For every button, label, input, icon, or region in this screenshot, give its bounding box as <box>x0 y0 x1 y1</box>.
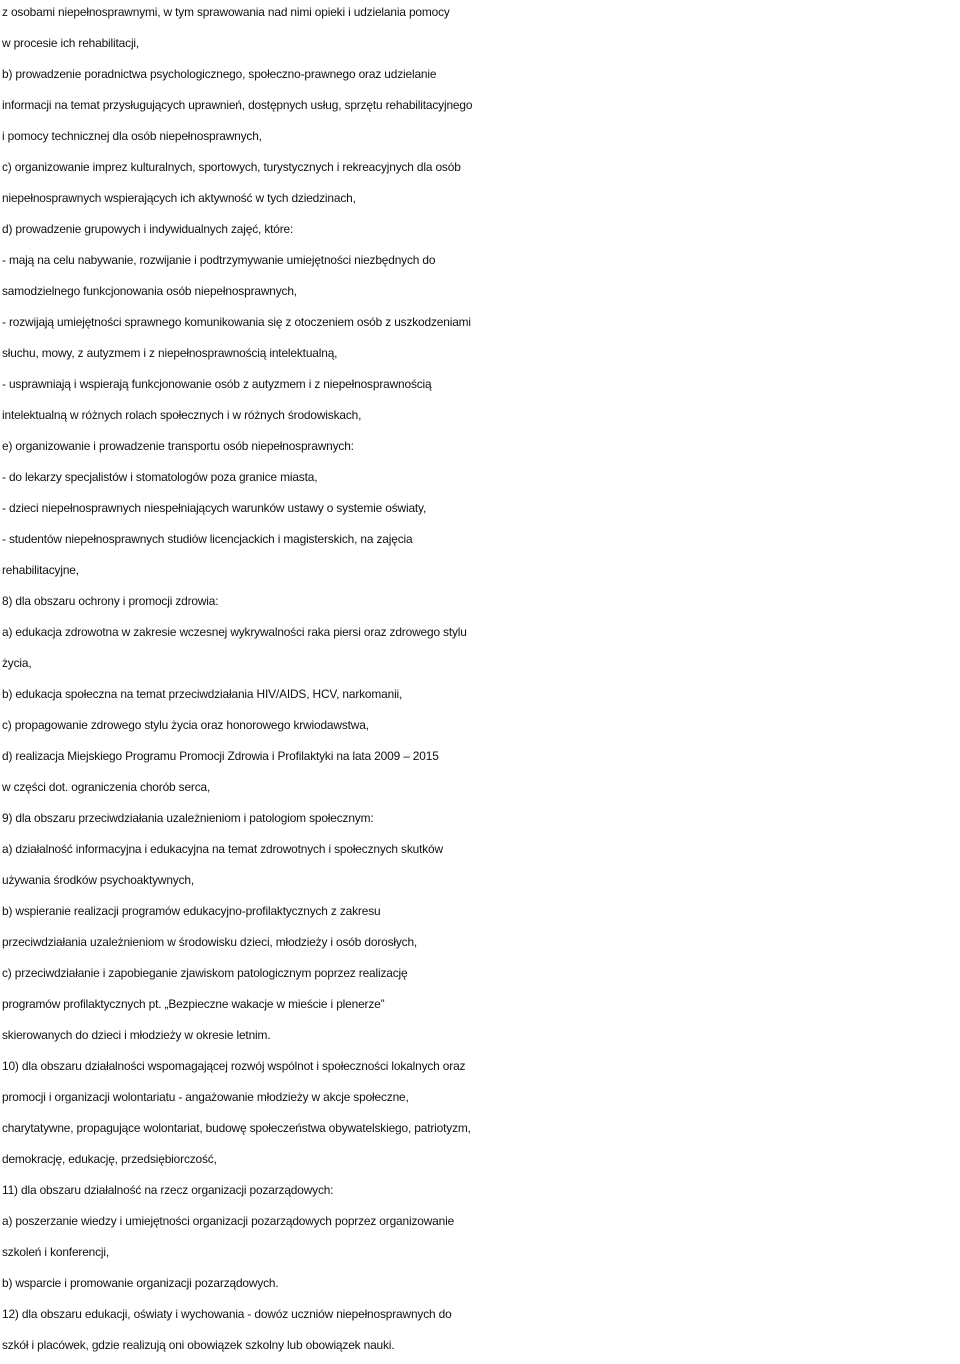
text-line: b) wsparcie i promowanie organizacji pozarządowych. <box>2 1276 279 1290</box>
text-line: w procesie ich rehabilitacji, <box>2 36 140 50</box>
text-line: demokrację, edukację, przedsiębiorczość, <box>2 1152 217 1166</box>
section-heading-12: 12) dla obszaru edukacji, oświaty i wychowania - dowóz uczniów niepełnosprawnych do <box>2 1307 452 1321</box>
text-line: charytatywne, propagujące wolontariat, budowę społeczeństwa obywatelskiego, patriotyzm, <box>2 1121 471 1135</box>
text-line: programów profilaktycznych pt. „Bezpieczne wakacje w mieście i plenerze” <box>2 997 385 1011</box>
text-line: a) działalność informacyjna i edukacyjna na temat zdrowotnych i społecznych skutków <box>2 842 443 856</box>
text-line: b) wspieranie realizacji programów edukacyjno-profilaktycznych z zakresu <box>2 904 381 918</box>
text-line: promocji i organizacji wolontariatu - angażowanie młodzieży w akcje społeczne, <box>2 1090 409 1104</box>
text-line: - do lekarzy specjalistów i stomatologów poza granice miasta, <box>2 470 318 484</box>
text-line: - usprawniają i wspierają funkcjonowanie osób z autyzmem i z niepełnosprawnością <box>2 377 432 391</box>
text-line: a) poszerzanie wiedzy i umiejętności organizacji pozarządowych poprzez organizowanie <box>2 1214 455 1228</box>
section-heading-9: 9) dla obszaru przeciwdziałania uzależnieniom i patologiom społecznym: <box>2 811 374 825</box>
text-line: c) organizowanie imprez kulturalnych, sportowych, turystycznych i rekreacyjnych dla osób <box>2 160 461 174</box>
text-line: - dzieci niepełnosprawnych niespełniających warunków ustawy o systemie oświaty, <box>2 501 427 515</box>
text-line: przeciwdziałania uzależnieniom w środowisku dzieci, młodzieży i osób dorosłych, <box>2 935 418 949</box>
text-line: niepełnosprawnych wspierających ich aktywność w tych dziedzinach, <box>2 191 356 205</box>
text-line: używania środków psychoaktywnych, <box>2 873 194 887</box>
text-line: b) prowadzenie poradnictwa psychologicznego, społeczno-prawnego oraz udzielanie <box>2 67 437 81</box>
text-line: szkół i placówek, gdzie realizują oni obowiązek szkolny lub obowiązek nauki. <box>2 1338 395 1352</box>
section-heading-10: 10) dla obszaru działalności wspomagającej rozwój wspólnot i społeczności lokalnych oraz <box>2 1059 466 1073</box>
text-line: i pomocy technicznej dla osób niepełnosprawnych, <box>2 129 262 143</box>
text-line: c) propagowanie zdrowego stylu życia oraz honorowego krwiodawstwa, <box>2 718 369 732</box>
text-line: słuchu, mowy, z autyzmem i z niepełnosprawnością intelektualną, <box>2 346 338 360</box>
text-line: rehabilitacyjne, <box>2 563 79 577</box>
text-line: intelektualną w różnych rolach społecznych i w różnych środowiskach, <box>2 408 362 422</box>
text-line: a) edukacja zdrowotna w zakresie wczesnej wykrywalności raka piersi oraz zdrowego stylu <box>2 625 467 639</box>
text-line: c) przeciwdziałanie i zapobieganie zjawiskom patologicznym poprzez realizację <box>2 966 408 980</box>
text-line: życia, <box>2 656 32 670</box>
text-line: d) realizacja Miejskiego Programu Promocji Zdrowia i Profilaktyki na lata 2009 – 2015 <box>2 749 439 763</box>
text-line: b) edukacja społeczna na temat przeciwdziałania HIV/AIDS, HCV, narkomanii, <box>2 687 403 701</box>
text-line: - studentów niepełnosprawnych studiów licencjackich i magisterskich, na zajęcia <box>2 532 413 546</box>
section-heading-11: 11) dla obszaru działalność na rzecz organizacji pozarządowych: <box>2 1183 334 1197</box>
text-line: samodzielnego funkcjonowania osób niepełnosprawnych, <box>2 284 297 298</box>
text-line: skierowanych do dzieci i młodzieży w okresie letnim. <box>2 1028 271 1042</box>
text-line: informacji na temat przysługujących uprawnień, dostępnych usług, sprzętu rehabilitacyjnego <box>2 98 473 112</box>
text-line: z osobami niepełnosprawnymi, w tym sprawowania nad nimi opieki i udzielania pomocy <box>2 5 450 19</box>
section-heading-8: 8) dla obszaru ochrony i promocji zdrowia: <box>2 594 219 608</box>
text-line: - mają na celu nabywanie, rozwijanie i podtrzymywanie umiejętności niezbędnych do <box>2 253 436 267</box>
text-line: - rozwijają umiejętności sprawnego komunikowania się z otoczeniem osób z uszkodzeniami <box>2 315 471 329</box>
text-line: e) organizowanie i prowadzenie transportu osób niepełnosprawnych: <box>2 439 354 453</box>
text-line: d) prowadzenie grupowych i indywidualnych zajęć, które: <box>2 222 294 236</box>
text-line: szkoleń i konferencji, <box>2 1245 110 1259</box>
text-line: w części dot. ograniczenia chorób serca, <box>2 780 211 794</box>
